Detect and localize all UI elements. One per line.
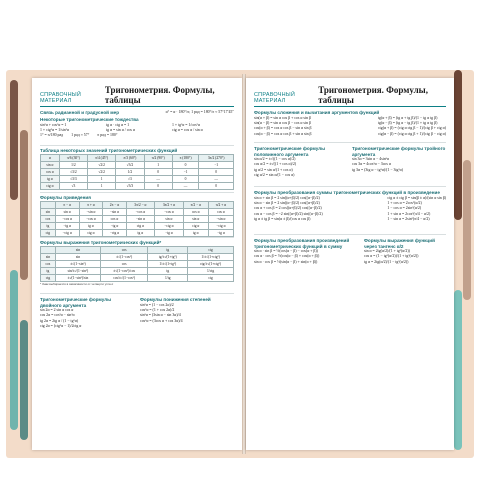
table-cell: −tg α [55,223,79,230]
formula: sin(α + β) = sin α cos β + cos α sin β [254,115,311,120]
table-row [41,161,234,168]
table-cell: 1/±√(1+tg²) [148,260,188,267]
table-row [41,268,234,275]
table-cell: tg [41,223,56,230]
formula: 1 − cos α = 2sin²(α/2) [387,206,422,211]
table-cell: 1/ctg [188,268,234,275]
table-cell: −sin α [79,208,103,215]
divider [40,237,234,238]
page-title: Тригонометрия. Формулы, таблицы [104,85,215,105]
table-cell: 1 [88,183,116,190]
formula: 1 + sin α = 2cos²(π/4 − α/2) [387,211,431,216]
formula: sin α/2 = ±√((1 − cos α)/2) [254,157,296,161]
formula: tg α · ctg α = 1 [106,122,130,127]
table-cell: sin/±√(1−sin²) [55,268,100,275]
formula: 1 − sin α = 2sin²(π/4 − α/2) [387,217,430,222]
table-cell: −tg α [155,230,184,237]
formula: sin α · sin β = ½(cos(α − β) − cos(α + β)) [254,249,318,253]
table-cell: −1 [199,161,234,168]
divider [254,142,446,143]
section-title: Таблица некоторых значений тригонометрических функций [40,148,178,153]
section-product-to-sum [254,238,358,265]
table-cell [41,201,56,208]
table-cell: cos [100,246,147,253]
table-cell: ctg [41,275,56,282]
formula: cos³α = (3cos α + cos 3α)/4 [140,318,183,323]
table-cell: π + α [79,201,103,208]
formula: 1 рад ≈ 57° [71,133,90,138]
table-cell: ctg/±√(1+ctg²) [188,260,234,267]
table-cell: √2/2 [88,168,116,175]
table-cell: 1/tg [148,275,188,282]
formula: cos 3α = 4cos³α − 3cos α [352,162,391,167]
table-cell: tg α [183,230,208,237]
table-cell: cos [100,260,147,267]
table-cell: cos/±√(1−cos²) [100,275,147,282]
formula: sin α · cos β = ½(sin(α − β) + sin(α + β)) [254,259,318,264]
section-title: Формулы выражения тригонометрических функций* [40,240,162,245]
table-cell: 0 [199,168,234,175]
section-title: Тригонометрические формулы тройного аргумента [352,146,446,157]
table-cell: −sin α [103,208,126,215]
formula: ctg α ± ctg β = sin(β ± α)/(sin α sin β) [387,195,446,200]
table-cell: tg α [126,230,155,237]
formula: sin 3α = 3sin α − 4sin³α [352,157,389,161]
table-cell: sin [55,253,100,260]
table-cell: tg α [79,223,103,230]
section-title: Формулы сложения и вычитания аргументов функций [254,110,380,115]
section-sum-to-product [254,190,446,223]
table-cell: −cos α [55,215,79,222]
table-cell: 1 [88,176,116,183]
formula: 1 + tg²α = 1/cos²α [172,122,200,127]
formula: cos α + cos β = 2 cos((α+β)/2) cos((α−β)/2) [254,206,322,211]
formula: tg 3α = (3tg α − tg³α)/(1 − 3tg²α) [352,167,403,172]
divider [254,234,446,235]
formula: cos(α + β) = cos α cos β − sin α sin β [254,126,312,131]
cover-pattern-left [6,70,32,458]
formula: sin α + sin β = 2 sin((α+β)/2) cos((α−β)/2) [254,195,320,200]
table-cell: ctg [188,275,234,282]
formula: ctg(α + β) = (ctg α ctg β − 1)/(ctg β + ctg α) [377,126,446,131]
table-cell: −ctg α [55,230,79,237]
divider [40,293,234,294]
reduction-table [40,201,234,238]
table-cell: ctg α [126,223,155,230]
table-cell: π/6 (30°) [59,154,87,161]
table-cell: 1 [144,161,172,168]
formula: cos 2α = cos²α − sin²α [40,313,75,318]
table-cell: 0 [144,168,172,175]
table-cell: ctg [188,246,234,253]
table-cell [41,246,56,253]
table-cell: 2π − α [103,201,126,208]
formula: ctg(α − β) = (ctg α ctg β + 1)/(ctg β − ctg α) [377,131,446,136]
table-cell: −cos α [155,208,184,215]
table-row [41,183,234,190]
section-triple-argument [352,146,446,173]
table-row [41,154,234,161]
table-cell: −cos α [79,215,103,222]
table-cell: sin α [41,161,60,168]
left-page-header [40,85,234,107]
formula: α° = α · 180°/π; 1 рад = 180°/π ≈ 57°17′45″ [165,110,234,114]
table-cell: cos α [183,208,208,215]
formula: sin 2α = 2 sin α cos α [40,308,74,312]
formula: cos α − cos β = −2 sin((α+β)/2) sin((α−β)/2) [254,211,323,216]
table-cell: √3/2 [116,161,144,168]
section-reduction-formulas [40,195,234,237]
formula: cos²α = (1 + cos 2α)/2 [140,307,175,312]
section-half-argument [254,146,346,179]
section-title: Тригонометрические формулы двойного аргумента [40,297,112,308]
expression-table [40,246,234,283]
table-cell: 0 [199,183,234,190]
page-title: Тригонометрия. Формулы, таблицы [318,85,428,105]
right-page-header [254,85,446,107]
table-cell: — [144,176,172,183]
table-cell: −tg α [103,223,126,230]
formula: sin³α = (3sin α − sin 3α)/4 [140,313,181,318]
formula: sin α − sin β = 2 sin((α−β)/2) cos((α+β)/2) [254,200,320,205]
table-cell: 1/2 [59,161,87,168]
table-cell: π − α [55,201,79,208]
reference-label: СПРАВОЧНЫЙ МАТЕРИАЛ [254,92,295,104]
table-cell: ctg [41,230,56,237]
section-title: Связь радианной и градусной мер [40,110,120,115]
table-cell: tg α [41,176,60,183]
formula: ctg α = cos α / sin α [172,127,203,132]
table-row [41,230,234,237]
table-cell: ±√(1−cos²) [100,253,147,260]
section-function-expressions [40,240,234,286]
table-row [41,246,234,253]
table-cell: 3π/2 (270°) [199,154,234,161]
table-cell: sin [55,246,100,253]
table-cell: tg/±√(1+tg²) [148,253,188,260]
formula: tg(α + β) = (tg α + tg β)/(1 − tg α tg β) [377,115,438,120]
section-title: Формулы преобразования произведений тригонометрических функций в сумму [254,238,350,249]
table-cell: ctg α [183,223,208,230]
table-row [41,168,234,175]
table-row [41,201,234,208]
table-cell: √2/2 [88,161,116,168]
table-cell: 1/±√(1+ctg²) [188,253,234,260]
formula: tg α = sin α / cos α [106,127,135,132]
reference-label: СПРАВОЧНЫЙ МАТЕРИАЛ [40,92,81,104]
table-cell: 0 [172,176,198,183]
table-cell: √3 [116,176,144,183]
table-cell: 0 [144,183,172,190]
table-cell: ctg α [79,230,103,237]
table-cell: cos α [208,208,233,215]
table-cell: √3/3 [59,176,87,183]
formula: tg α ± tg β = sin(α ± β)/(cos α cos β) [254,217,311,222]
formula: sin²α = (1 − cos 2α)/2 [140,302,174,307]
table-cell: π/2 − α [183,201,208,208]
table-row [41,253,234,260]
table-cell: cos [41,215,56,222]
table-cell: π/2 (90°) [144,154,172,161]
formula: sin²α + cos²α = 1 [40,122,67,127]
divider [40,192,234,193]
section-double-argument [40,297,132,330]
section-title: Формулы выражения функций через тангенс α/2 [364,238,435,249]
table-cell: 3π/2 + α [155,201,184,208]
section-identities [40,117,234,139]
table-cell: ctg α [41,183,60,190]
formula: tg α/2 = sin α/(1 + cos α) [254,167,293,172]
table-cell: π (180°) [172,154,198,161]
table-cell: sin α [155,215,184,222]
table-cell: — [172,183,198,190]
divider [254,186,446,187]
formula: ctg α/2 = sin α/(1 − cos α) [254,173,295,178]
table-cell: sin α [55,208,79,215]
table-cell: tg [148,246,188,253]
table-cell: ±√(1−sin²) [55,260,100,267]
table-cell: cos [41,260,56,267]
section-power-reduction [140,297,234,324]
section-addition-formulas [254,110,446,137]
table-cell: −sin α [208,215,233,222]
formula: cos α · cos β = ½(cos(α − β) + cos(α + β)) [254,254,320,259]
table-row [41,176,234,183]
formula: 1 + cos α = 2cos²(α/2) [387,200,422,205]
table-cell: −tg α [208,230,233,237]
formula: 1 + ctg²α = 1/sin²α [40,127,69,132]
table-row [41,215,234,222]
table-cell: √3 [59,183,87,190]
table-row [41,275,234,282]
table-cell: −ctg α [208,223,233,230]
table-cell: sin [41,208,56,215]
section-title: Формулы преобразования суммы тригонометрических функций в произведение [254,190,440,195]
table-cell: π/4 (45°) [88,154,116,161]
table-cell: −cos α [126,208,155,215]
table-row [41,223,234,230]
table-cell: ±√(1−sin²)/sin [55,275,100,282]
table-cell: √3/3 [116,183,144,190]
table-cell: −1 [172,168,198,175]
divider [40,145,234,146]
table-cell: sin [41,253,56,260]
values-table [40,154,234,191]
left-page [32,78,242,450]
table-cell: — [199,176,234,183]
table-cell: π/3 (60°) [116,154,144,161]
formula: tg α = 2tg(α/2)/(1 − tg²(α/2)) [364,259,409,264]
table-cell: cos α [103,215,126,222]
table-cell: 1/2 [116,168,144,175]
notebook-spread [6,70,474,458]
formula: π рад = 180° [97,133,118,138]
table-cell: tg [148,268,188,275]
table-cell: α [41,154,60,161]
table-cell: cos α [41,168,60,175]
table-cell: sin α [183,215,208,222]
table-row [41,260,234,267]
formula: cos α/2 = ±√((1 + cos α)/2) [254,162,297,167]
table-cell: √3/2 [59,168,87,175]
formula: 1° = π/180 рад [40,133,64,138]
section-title: Формулы понижения степеней [140,297,211,302]
table-cell: 0 [172,161,198,168]
formula: tg(α − β) = (tg α − tg β)/(1 + tg α tg β) [377,120,438,125]
formula: sin α = 2tg(α/2)/(1 + tg²(α/2)) [364,249,410,253]
table-cell: −ctg α [103,230,126,237]
table-cell: −ctg α [155,223,184,230]
formula: ctg 2α = (ctg²α − 1)/2ctg α [40,324,82,329]
formula: cos α = (1 − tg²(α/2))/(1 + tg²(α/2)) [364,254,419,259]
formula: cos(α − β) = cos α cos β + sin α sin β [254,131,312,136]
right-page [246,78,454,450]
section-values-table [40,148,234,190]
section-title: Тригонометрические формулы половинного аргумента [254,146,326,157]
table-row [41,208,234,215]
section-title: Формулы приведения [40,195,91,200]
section-tangent-half [364,238,446,265]
footnote: * Знак выбирается в зависимости от четверти угла α [40,282,114,287]
table-cell: −sin α [126,215,155,222]
section-degree-radian [40,110,234,116]
table-cell: ±√(1−cos²)/cos [100,268,147,275]
section-title: Некоторые тригонометрические тождества [40,117,139,122]
formula: sin(α − β) = sin α cos β − cos α sin β [254,120,311,125]
formula: tg 2α = 2tg α / (1 − tg²α) [40,318,79,323]
table-cell: 3π/2 − α [126,201,155,208]
table-cell: π/2 + α [208,201,233,208]
table-cell: tg [41,268,56,275]
